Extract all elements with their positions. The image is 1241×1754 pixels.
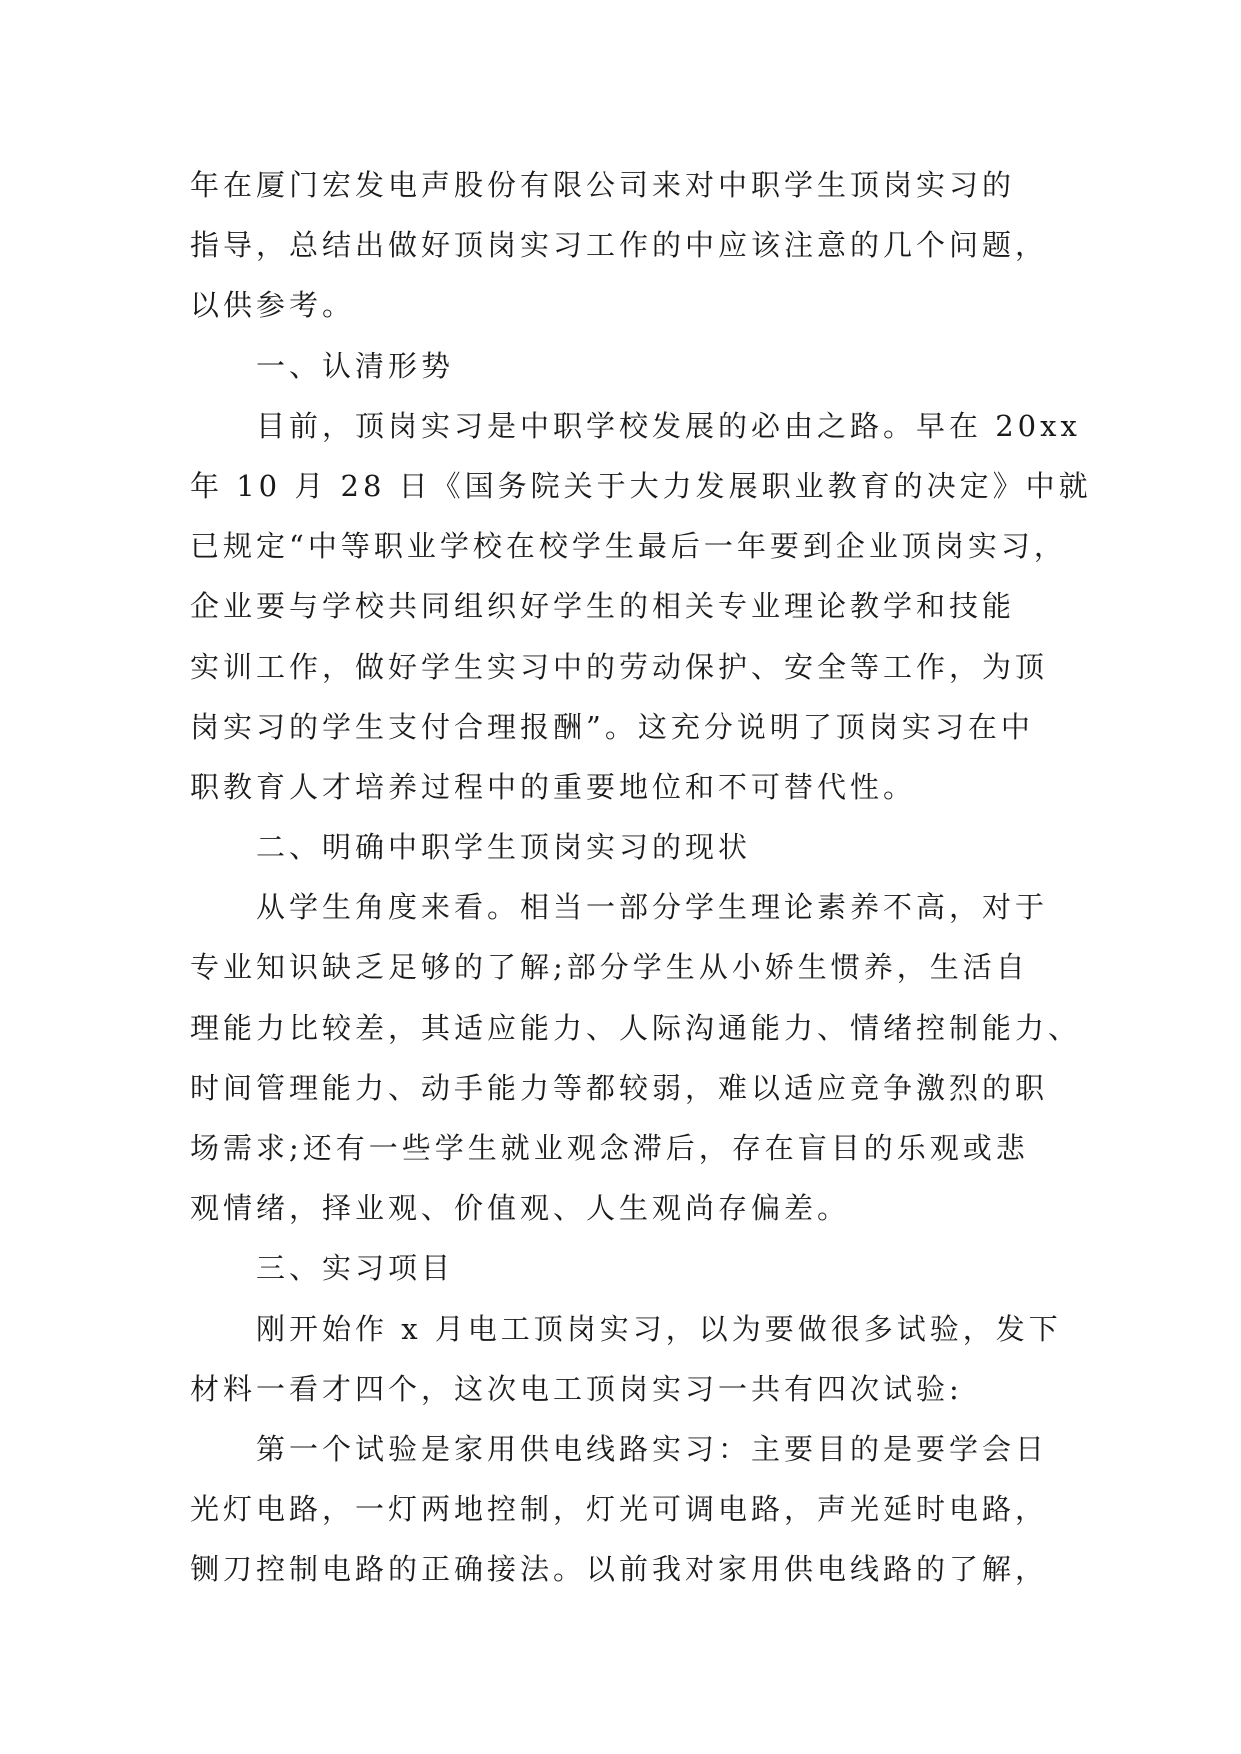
paragraph-first-line: 刚开始作 x 月电工顶岗实习，以为要做很多试验，发下 [256,1311,1062,1346]
text-line: 年在厦门宏发电声股份有限公司来对中职学生顶岗实习的 [190,168,1016,202]
section-heading: 二、明确中职学生顶岗实习的现状 [256,830,752,865]
text-line: 专业知识缺乏足够的了解;部分学生从小娇生惯养，生活自 [190,950,1029,985]
document-body [190,155,1092,1600]
text-line: 以供参考。 [190,288,356,323]
text-line: 理能力比较差，其适应能力、人际沟通能力、情绪控制能力、 [190,1010,1082,1045]
paragraph-first-line: 目前，顶岗实习是中职学校发展的必由之路。早在 20xx [256,408,1081,443]
section-heading: 三、实习项目 [256,1251,455,1286]
text-line: 时间管理能力、动手能力等都较弱，难以适应竞争激烈的职 [190,1070,1049,1105]
text-line: 职教育人才培养过程中的重要地位和不可替代性。 [190,769,917,804]
paragraph-first-line: 从学生角度来看。相当一部分学生理论素养不高，对于 [256,890,1049,925]
text-line: 铡刀控制电路的正确接法。以前我对家用供电线路的了解， [190,1552,1049,1587]
text-line: 光灯电路，一灯两地控制，灯光可调电路，声光延时电路， [190,1492,1049,1527]
text-line: 材料一看才四个，这次电工顶岗实习一共有四次试验: [190,1371,963,1406]
text-line: 指导，总结出做好顶岗实习工作的中应该注意的几个问题， [190,228,1049,263]
text-line: 观情绪，择业观、价值观、人生观尚存偏差。 [190,1191,851,1226]
text-line: 岗实习的学生支付合理报酬”。这充分说明了顶岗实习在中 [190,709,1034,744]
text-line: 已规定“中等职业学校在校学生最后一年要到企业顶岗实习， [190,529,1067,564]
text-line: 企业要与学校共同组织好学生的相关专业理论教学和技能 [190,589,1016,624]
text-line: 实训工作，做好学生实习中的劳动保护、安全等工作，为顶 [190,649,1049,684]
text-line: 年 10 月 28 日《国务院关于大力发展职业教育的决定》中就 [190,468,1092,503]
paragraph-first-line: 第一个试验是家用供电线路实习：主要目的是要学会日 [256,1431,1049,1466]
text-line: 场需求;还有一些学生就业观念滞后，存在盲目的乐观或悲 [190,1131,1029,1165]
section-heading: 一、认清形势 [256,348,455,383]
